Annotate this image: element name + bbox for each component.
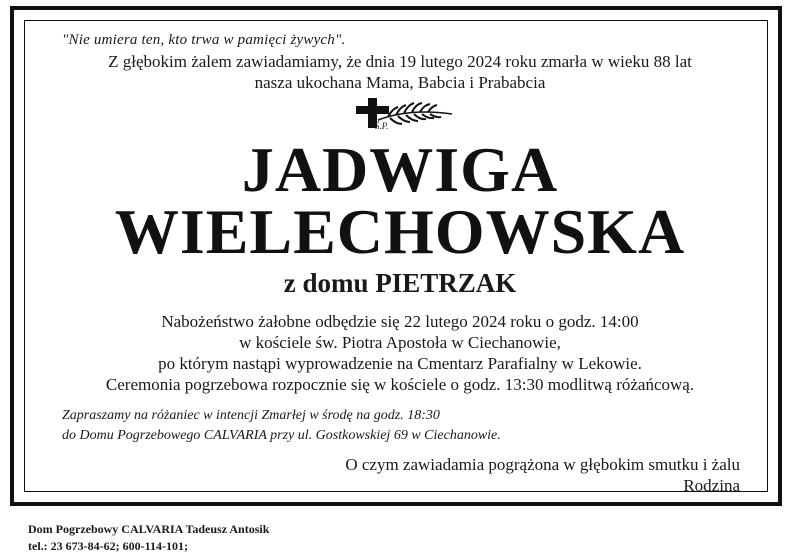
deceased-first-name: JADWIGA	[241, 134, 559, 205]
closing-line: O czym zawiadamia pogrążona w głębokim smutku i żalu	[345, 455, 740, 474]
maiden-name: z domu PIETRZAK	[283, 268, 517, 298]
sp-label: Ś.P.	[375, 121, 389, 131]
service-line-2: w kościele św. Piotra Apostoła w Ciechanowie,	[239, 333, 561, 352]
deceased-last-name: WIELECHOWSKA	[114, 196, 686, 267]
service-line-4: Ceremonia pogrzebowa rozpocznie się w kościele o godz. 13:30 modlitwą różańcową.	[105, 375, 695, 394]
footer-company: Dom Pogrzebowy CALVARIA Tadeusz Antosik	[28, 522, 270, 536]
service-line-3: po którym nastąpi wyprowadzenie na Cmentarz Parafialny w Lekowie.	[158, 354, 642, 373]
intro-line-1: Z głębokim żalem zawiadamiamy, że dnia 19 lutego 2024 roku zmarła w wieku 88 lat	[108, 52, 692, 71]
closing-family: Rodzina	[683, 476, 740, 495]
motto-quote: "Nie umiera ten, kto trwa w pamięci żywych".	[62, 32, 346, 48]
service-line-1: Nabożeństwo żałobne odbędzie się 22 lutego 2024 roku o godz. 14:00	[161, 312, 639, 331]
invitation-line-2: do Domu Pogrzebowego CALVARIA przy ul. Gostkowskiej 69 w Ciechanowie.	[62, 428, 501, 443]
intro-line-2: nasza ukochana Mama, Babcia i Prababcia	[254, 73, 546, 92]
invitation-line-1: Zapraszamy na różaniec w intencji Zmarłej w środę na godz. 18:30	[62, 408, 440, 423]
cross-palm-branch-icon	[340, 94, 460, 130]
footer-phone: tel.: 23 673-84-62; 600-114-101;	[28, 539, 188, 553]
